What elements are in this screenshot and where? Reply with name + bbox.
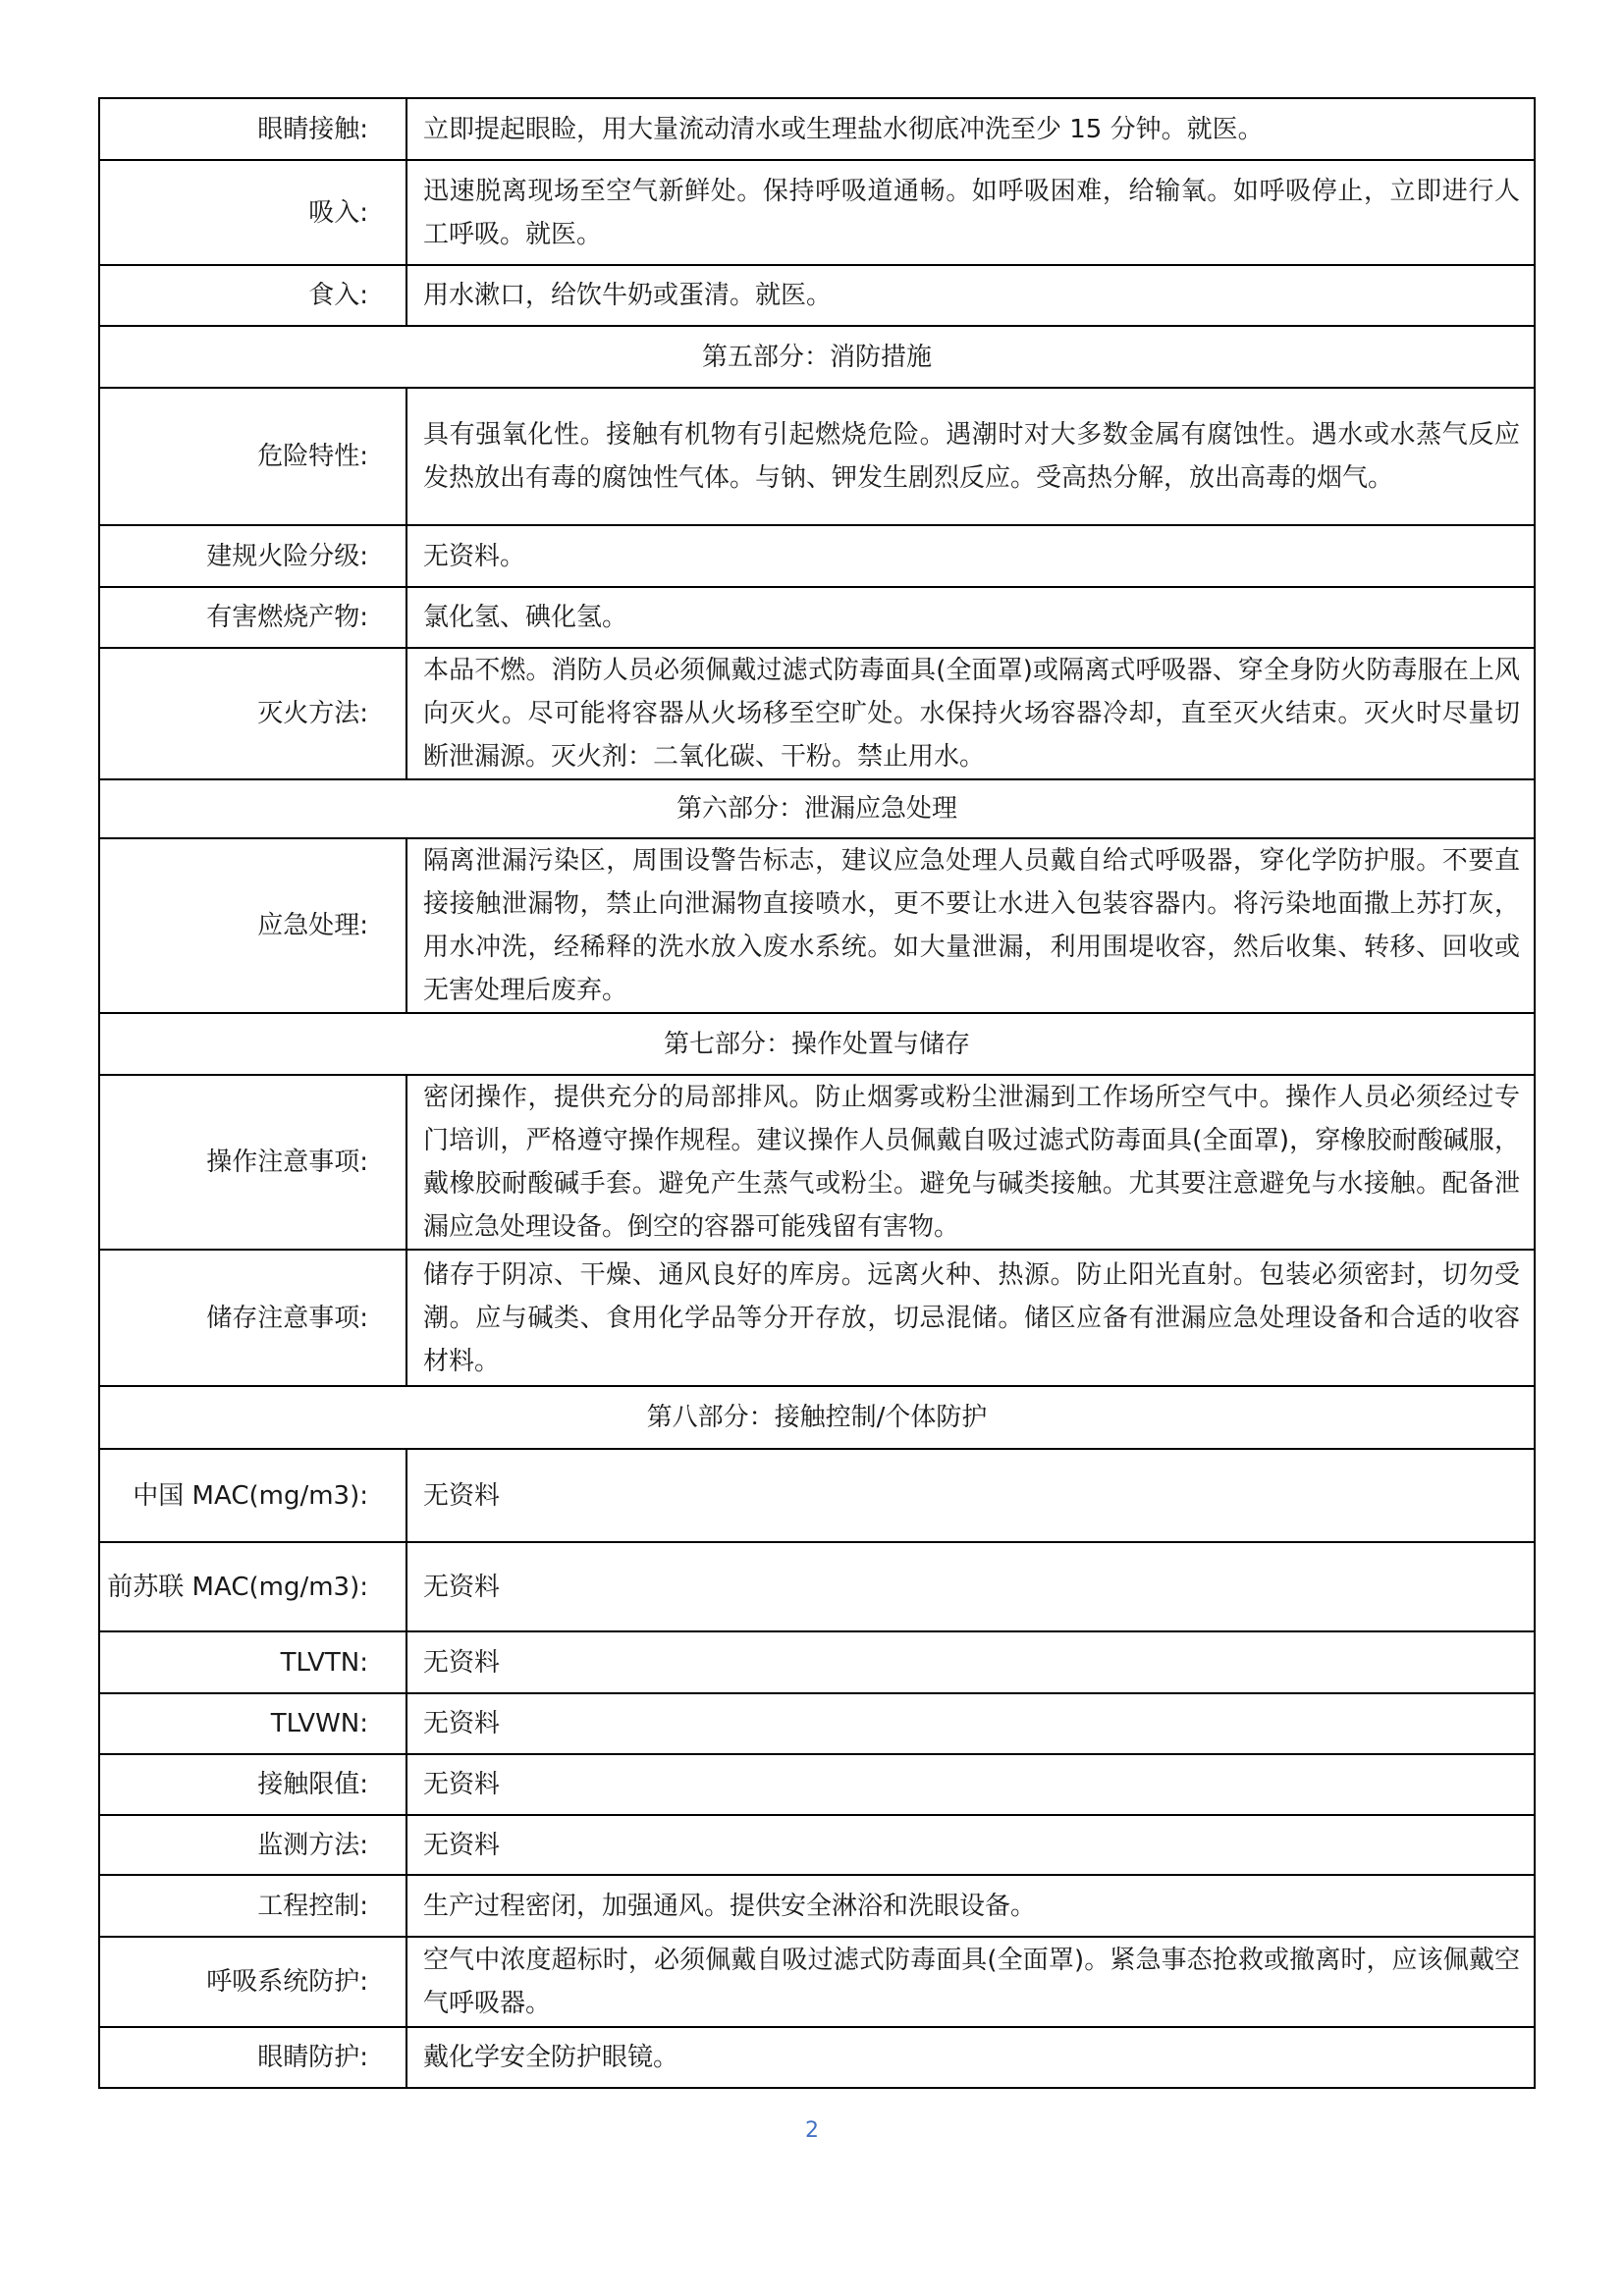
row-label: 储存注意事项:: [99, 1250, 406, 1386]
row-value: 无资料: [406, 1815, 1535, 1875]
table-row: [99, 1075, 1535, 1250]
page-number: 2: [805, 2118, 819, 2143]
row-label: 建规火险分级:: [99, 525, 406, 587]
table-row: [99, 1631, 1535, 1693]
row-value: 用水漱口，给饮牛奶或蛋清。就医。: [406, 265, 1535, 326]
table-row: [99, 1449, 1535, 1542]
row-label: 接触限值:: [99, 1754, 406, 1815]
table-row: [99, 1250, 1535, 1386]
row-label: 中国 MAC(mg/m3):: [99, 1449, 406, 1542]
row-label: 眼睛接触:: [99, 98, 406, 160]
row-label: 呼吸系统防护:: [99, 1937, 406, 2027]
row-label: 工程控制:: [99, 1875, 406, 1937]
table-row: [99, 265, 1535, 326]
row-label: 监测方法:: [99, 1815, 406, 1875]
table-row: [99, 1875, 1535, 1937]
table-row: [99, 587, 1535, 648]
row-label: 前苏联 MAC(mg/m3):: [99, 1542, 406, 1631]
row-value: 隔离泄漏污染区，周围设警告标志，建议应急处理人员戴自给式呼吸器，穿化学防护服。不要直接接触泄漏物，禁止向泄漏物直接喷水，更不要让水进入包装容器内。将污染地面撒上苏打灰，用水冲洗，经稀释的洗水放入废水系统。如大量泄漏，利用围堤收容，然后收集、转移、回收或无害处理后废弃。: [406, 838, 1535, 1013]
row-value: 无资料: [406, 1693, 1535, 1754]
table-row: [99, 838, 1535, 1013]
row-value: 生产过程密闭，加强通风。提供安全淋浴和洗眼设备。: [406, 1875, 1535, 1937]
row-value: 立即提起眼睑，用大量流动清水或生理盐水彻底冲洗至少 15 分钟。就医。: [406, 98, 1535, 160]
row-value: 空气中浓度超标时，必须佩戴自吸过滤式防毒面具(全面罩)。紧急事态抢救或撤离时，应该佩戴空气呼吸器。: [406, 1937, 1535, 2027]
row-label: 有害燃烧产物:: [99, 587, 406, 648]
section-title: 第八部分：接触控制/个体防护: [99, 1386, 1535, 1449]
row-label: 操作注意事项:: [99, 1075, 406, 1250]
table-row: [99, 525, 1535, 587]
row-value: 密闭操作，提供充分的局部排风。防止烟雾或粉尘泄漏到工作场所空气中。操作人员必须经过专门培训，严格遵守操作规程。建议操作人员佩戴自吸过滤式防毒面具(全面罩)，穿橡胶耐酸碱服，戴橡胶耐酸碱手套。避免产生蒸气或粉尘。避免与碱类接触。尤其要注意避免与水接触。配备泄漏应急处理设备。倒空的容器可能残留有害物。: [406, 1075, 1535, 1250]
table-row: [99, 1542, 1535, 1631]
row-label: 应急处理:: [99, 838, 406, 1013]
row-value: 具有强氧化性。接触有机物有引起燃烧危险。遇潮时对大多数金属有腐蚀性。遇水或水蒸气反应发热放出有毒的腐蚀性气体。与钠、钾发生剧烈反应。受高热分解，放出高毒的烟气。: [406, 388, 1535, 525]
row-value: 储存于阴凉、干燥、通风良好的库房。远离火种、热源。防止阳光直射。包装必须密封，切勿受潮。应与碱类、食用化学品等分开存放，切忌混储。储区应备有泄漏应急处理设备和合适的收容材料。: [406, 1250, 1535, 1386]
row-value: 无资料: [406, 1754, 1535, 1815]
section-header-row: [99, 779, 1535, 838]
table-row: [99, 1754, 1535, 1815]
row-label: TLVTN:: [99, 1631, 406, 1693]
table-row: [99, 388, 1535, 525]
row-value: 无资料: [406, 1542, 1535, 1631]
table-row: [99, 1693, 1535, 1754]
msds-table: [98, 97, 1536, 2089]
table-row: [99, 1815, 1535, 1875]
section-title: 第七部分：操作处置与储存: [99, 1013, 1535, 1075]
section-header-row: [99, 326, 1535, 388]
section-title: 第六部分：泄漏应急处理: [99, 779, 1535, 838]
row-value: 迅速脱离现场至空气新鲜处。保持呼吸道通畅。如呼吸困难，给输氧。如呼吸停止，立即进行人工呼吸。就医。: [406, 160, 1535, 265]
row-label: 眼睛防护:: [99, 2027, 406, 2088]
table-row: [99, 648, 1535, 779]
row-value: 无资料: [406, 1631, 1535, 1693]
table-row: [99, 160, 1535, 265]
section-title: 第五部分：消防措施: [99, 326, 1535, 388]
section-header-row: [99, 1013, 1535, 1075]
row-label: TLVWN:: [99, 1693, 406, 1754]
row-label: 食入:: [99, 265, 406, 326]
table-row: [99, 2027, 1535, 2088]
section-header-row: [99, 1386, 1535, 1449]
row-label: 吸入:: [99, 160, 406, 265]
row-value: 无资料。: [406, 525, 1535, 587]
row-label: 危险特性:: [99, 388, 406, 525]
row-value: 本品不燃。消防人员必须佩戴过滤式防毒面具(全面罩)或隔离式呼吸器、穿全身防火防毒服在上风向灭火。尽可能将容器从火场移至空旷处。水保持火场容器冷却，直至灭火结束。灭火时尽量切断泄漏源。灭火剂：二氧化碳、干粉。禁止用水。: [406, 648, 1535, 779]
row-value: 氯化氢、碘化氢。: [406, 587, 1535, 648]
row-value: 戴化学安全防护眼镜。: [406, 2027, 1535, 2088]
row-value: 无资料: [406, 1449, 1535, 1542]
table-row: [99, 98, 1535, 160]
table-row: [99, 1937, 1535, 2027]
row-label: 灭火方法:: [99, 648, 406, 779]
